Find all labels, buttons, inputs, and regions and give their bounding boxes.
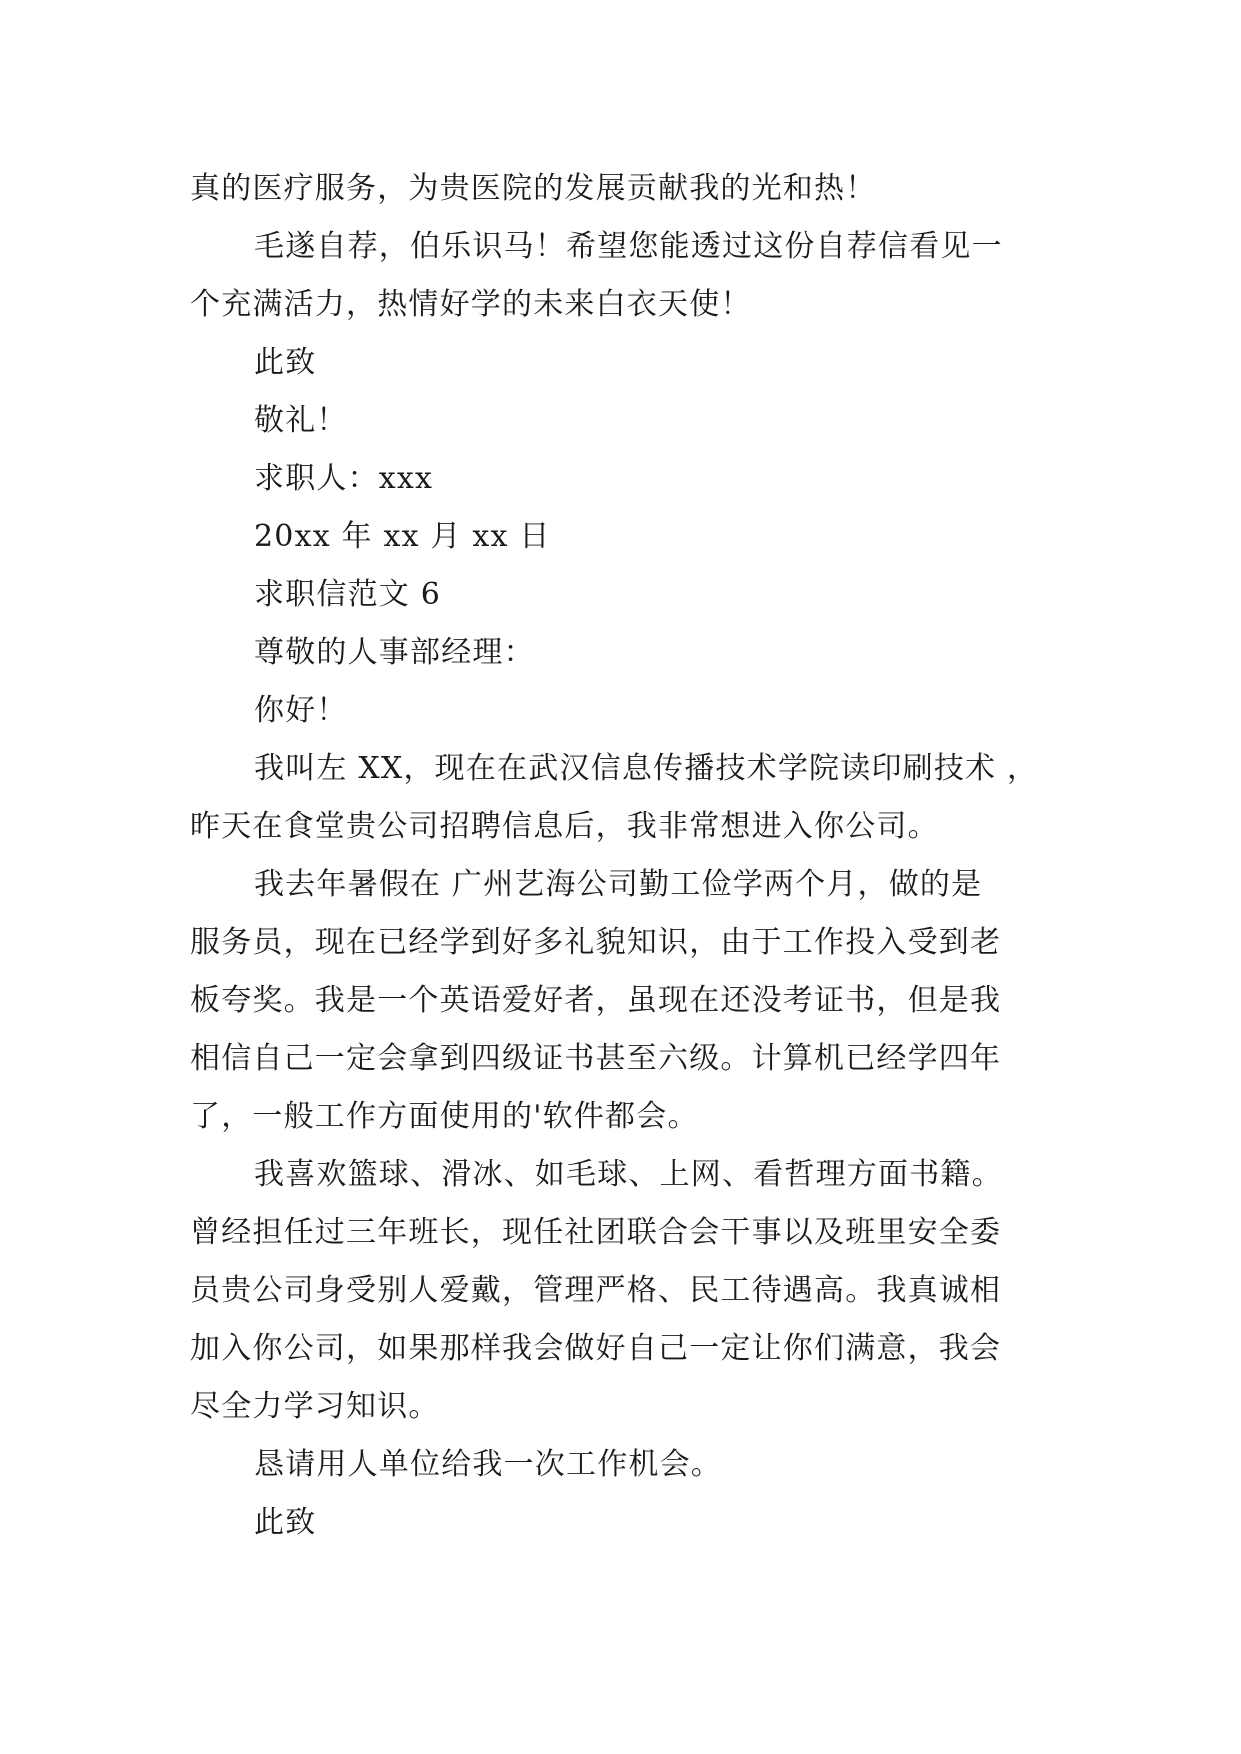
text-line: 曾经担任过三年班长，现任社团联合会干事以及班里安全委	[190, 1215, 1002, 1250]
text-line: 服务员，现在已经学到好多礼貌知识，由于工作投入受到老	[190, 925, 1002, 960]
text-line: 员贵公司身受别人爱戴，管理严格、民工待遇高。我真诚相	[190, 1273, 1002, 1308]
text-line: 板夸奖。我是一个英语爱好者，虽现在还没考证书，但是我	[190, 983, 1002, 1018]
text-line: 我叫左 XX，现在在武汉信息传播技术学院读印刷技术 ，	[254, 751, 1039, 786]
text-line: 个充满活力，热情好学的未来白衣天使！	[190, 287, 752, 322]
letter-body	[190, 160, 1050, 1552]
greeting: 你好！	[254, 693, 348, 728]
text-line: 昨天在食堂贵公司招聘信息后，我非常想进入你公司。	[190, 809, 939, 844]
text-line: 恳请用人单位给我一次工作机会。	[254, 1447, 722, 1482]
text-line: 了，一般工作方面使用的'软件都会。	[190, 1099, 699, 1134]
text-line: 相信自己一定会拿到四级证书甚至六级。计算机已经学四年	[190, 1041, 1002, 1076]
closing-salutation: 此致	[254, 345, 317, 380]
text-line: 真的医疗服务，为贵医院的发展贡献我的光和热！	[190, 171, 877, 206]
letter-date: 20xx 年 xx 月 xx 日	[254, 519, 551, 554]
closing-respect: 敬礼！	[254, 403, 348, 438]
text-line: 加入你公司，如果那样我会做好自己一定让你们满意，我会	[190, 1331, 1002, 1366]
text-line: 尽全力学习知识。	[190, 1389, 440, 1424]
recipient-greeting: 尊敬的人事部经理：	[254, 635, 535, 670]
text-line: 我喜欢篮球、滑冰、如毛球、上网、看哲理方面书籍。	[254, 1157, 1003, 1192]
applicant-name: 求职人：xxx	[254, 461, 434, 496]
text-line: 毛遂自荐，伯乐识马！希望您能透过这份自荐信看见一	[254, 229, 1003, 264]
closing-salutation: 此致	[254, 1505, 317, 1540]
section-title: 求职信范文 6	[254, 577, 442, 612]
text-line: 我去年暑假在 广州艺海公司勤工俭学两个月，做的是	[254, 867, 983, 902]
